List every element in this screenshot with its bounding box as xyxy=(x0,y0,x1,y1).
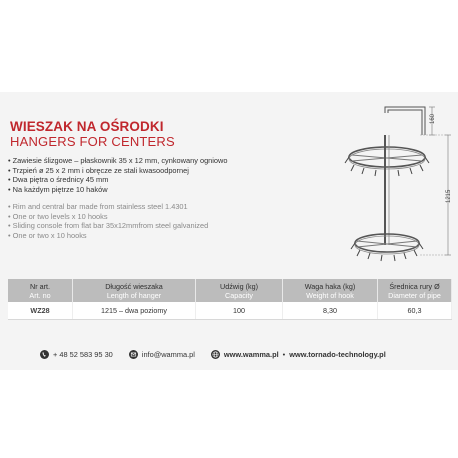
feature-item: • Trzpień ø 25 x 2 mm i obręcze ze stali kwasoodpornej xyxy=(8,166,308,176)
feature-item: • Zawiesie ślizgowe – płaskownik 35 x 12 mm, cynkowany ogniowo xyxy=(8,156,308,166)
title-english: HANGERS FOR CENTERS xyxy=(10,134,175,149)
table-cell: 100 xyxy=(196,302,283,320)
header-pl: Średnica rury Ø xyxy=(389,282,440,291)
spec-table xyxy=(8,279,452,320)
header-en: Capacity xyxy=(225,291,253,300)
contact-bar xyxy=(40,348,386,360)
table-header-cell xyxy=(8,279,73,302)
header-en: Diameter of pipe xyxy=(388,291,441,300)
title-polish: WIESZAK NA OŚRODKI xyxy=(10,119,164,134)
features-list-polish xyxy=(8,156,308,194)
feature-item: • Rim and central bar made from stainless steel 1.4301 xyxy=(8,202,308,212)
table-header-cell xyxy=(196,279,283,302)
header-en: Length of hanger xyxy=(106,291,162,300)
header-en: Weight of hook xyxy=(306,291,354,300)
table-cell: 8,30 xyxy=(283,302,378,320)
table-cell: 1215 – dwa poziomy xyxy=(73,302,196,320)
header-pl: Waga haka (kg) xyxy=(304,282,356,291)
feature-item: • Dwa piętra o średnicy 45 mm xyxy=(8,175,308,185)
header-pl: Udźwig (kg) xyxy=(220,282,258,291)
table-cell: 60,3 xyxy=(378,302,452,320)
globe-icon xyxy=(211,350,220,359)
feature-item: • Sliding console from flat bar 35x12mmfrom steel galvanized xyxy=(8,221,308,231)
dimension-top-label: 160 xyxy=(430,113,436,124)
features-list-english xyxy=(8,202,308,240)
feature-item: • Na każdym piętrze 10 haków xyxy=(8,185,308,195)
table-header-cell xyxy=(73,279,196,302)
header-pl: Nr art. xyxy=(30,282,50,291)
email-link[interactable]: info@wamma.pl xyxy=(141,349,195,359)
header-pl: Długość wieszaka xyxy=(105,282,163,291)
website-link-wamma[interactable]: www.wamma.pl xyxy=(223,349,279,359)
phone-icon xyxy=(40,350,49,359)
phone-number: + 48 52 583 95 30 xyxy=(53,349,113,359)
feature-item: • One or two levels x 10 hooks xyxy=(8,212,308,222)
dimension-total-label: 1215 xyxy=(446,189,452,203)
table-header-cell xyxy=(283,279,378,302)
header-en: Art. no xyxy=(29,291,51,300)
separator-dot: • xyxy=(282,349,286,359)
table-header-cell xyxy=(378,279,452,302)
table-header-row xyxy=(8,279,452,302)
table-cell: WZ28 xyxy=(8,302,73,320)
hanger-drawing xyxy=(340,95,455,275)
table-row xyxy=(8,302,452,320)
website-link-tornado[interactable]: www.tornado-technology.pl xyxy=(289,349,386,359)
feature-item: • One or two x 10 hooks xyxy=(8,231,308,241)
email-icon xyxy=(129,350,138,359)
